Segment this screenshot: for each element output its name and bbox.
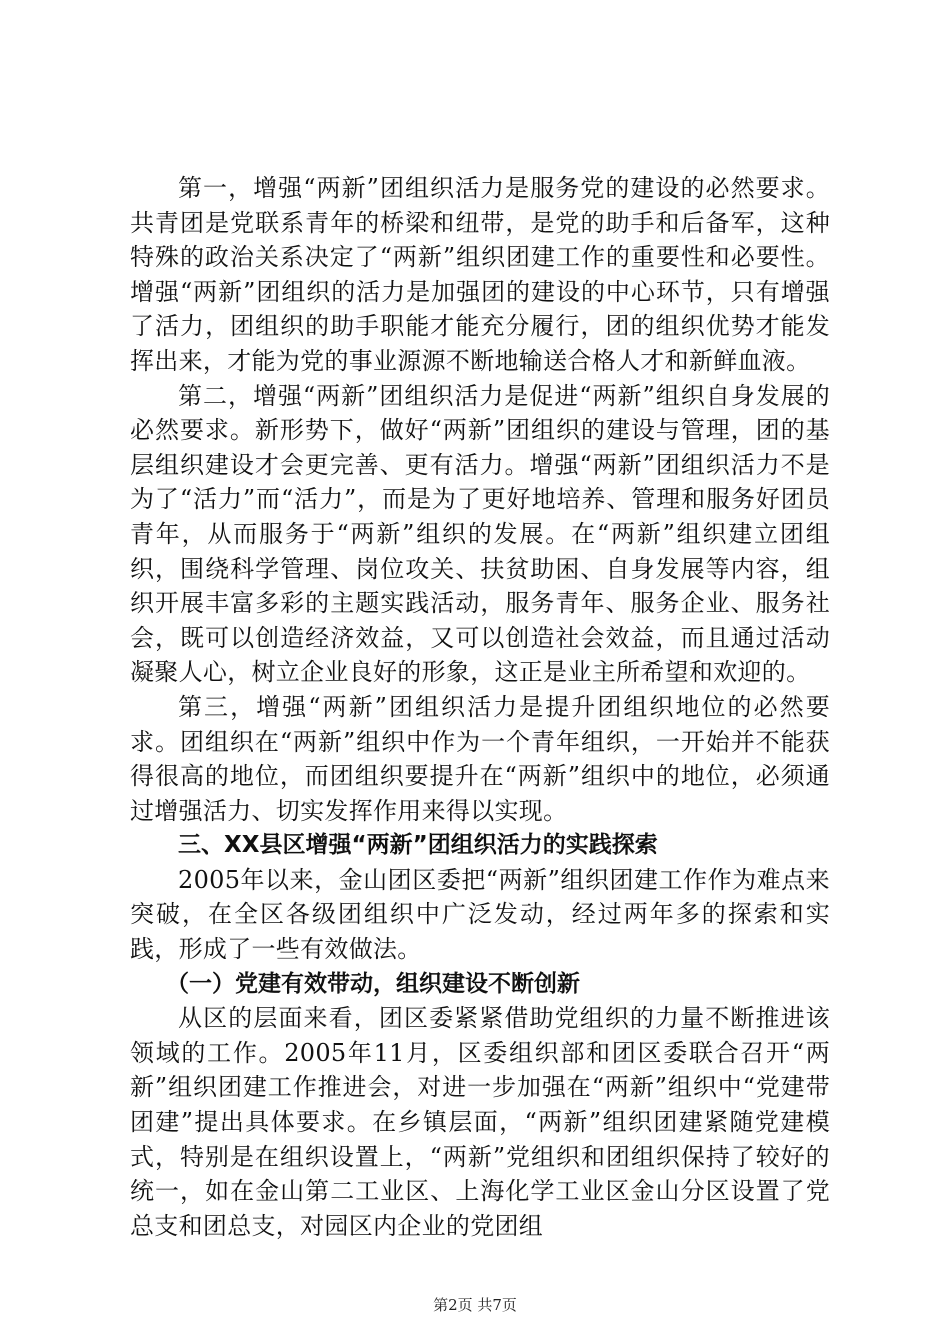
document-body [130,171,830,1243]
subsection-body-paragraph: 从区的层面来看，团区委紧紧借助党组织的力量不断推进该领域的工作。2005年11月，区委组织部和团区委联合召开“两新”组织团建工作推进会，对进一步加强在“两新”组织中“党建带团建”提出具体要求。在乡镇层面，“两新”组织团建紧随党建模式，特别是在组织设置上，“两新”党组织和团组织保持了较好的统一，如在金山第二工业区、上海化学工业区金山分区设置了党总支和团总支，对园区内企业的党团组 [130,1004,830,1240]
section-intro-paragraph: 2005年以来，金山团区委把“两新”组织团建工作作为难点来突破，在全区各级团组织中广泛发动，经过两年多的探索和实践，形成了一些有效做法。 [130,865,830,964]
page-footer: 第2页 共7页 [433,1296,517,1314]
paragraph-first-requirement: 第一，增强“两新”团组织活力是服务党的建设的必然要求。共青团是党联系青年的桥梁和纽带，是党的助手和后备军，这种特殊的政治关系决定了“两新”组织团建工作的重要性和必要性。增强“两新”团组织的活力是加强团的建设的中心环节，只有增强了活力，团组织的助手职能才能充分履行，团的组织优势才能发挥出来，才能为党的事业源源不断地输送合格人才和新鲜血液。 [130,174,830,375]
paragraph-third-requirement: 第三，增强“两新”团组织活力是提升团组织地位的必然要求。团组织在“两新”组织中作为一个青年组织，一开始并不能获得很高的地位，而团组织要提升在“两新”组织中的地位，必须通过增强活力、切实发挥作用来得以实现。 [130,692,830,825]
paragraph-second-requirement: 第二，增强“两新”团组织活力是促进“两新”组织自身发展的必然要求。新形势下，做好“两新”团组织的建设与管理，团的基层组织建设才会更完善、更有活力。增强“两新”团组织活力不是为了“活力”而“活力”，而是为了更好地培养、管理和服务好团员青年，从而服务于“两新”组织的发展。在“两新”组织建立团组织，围绕科学管理、岗位攻关、扶贫助困、自身发展等内容，组织开展丰富多彩的主题实践活动，服务青年、服务企业、服务社会，既可以创造经济效益，又可以创造社会效益，而且通过活动凝聚人心，树立企业良好的形象，这正是业主所希望和欢迎的。 [130,381,830,687]
subsection-heading: （一）党建有效带动，组织建设不断创新 [166,970,580,997]
section-heading: 三、XX县区增强“两新”团组织活力的实践探索 [178,832,658,859]
